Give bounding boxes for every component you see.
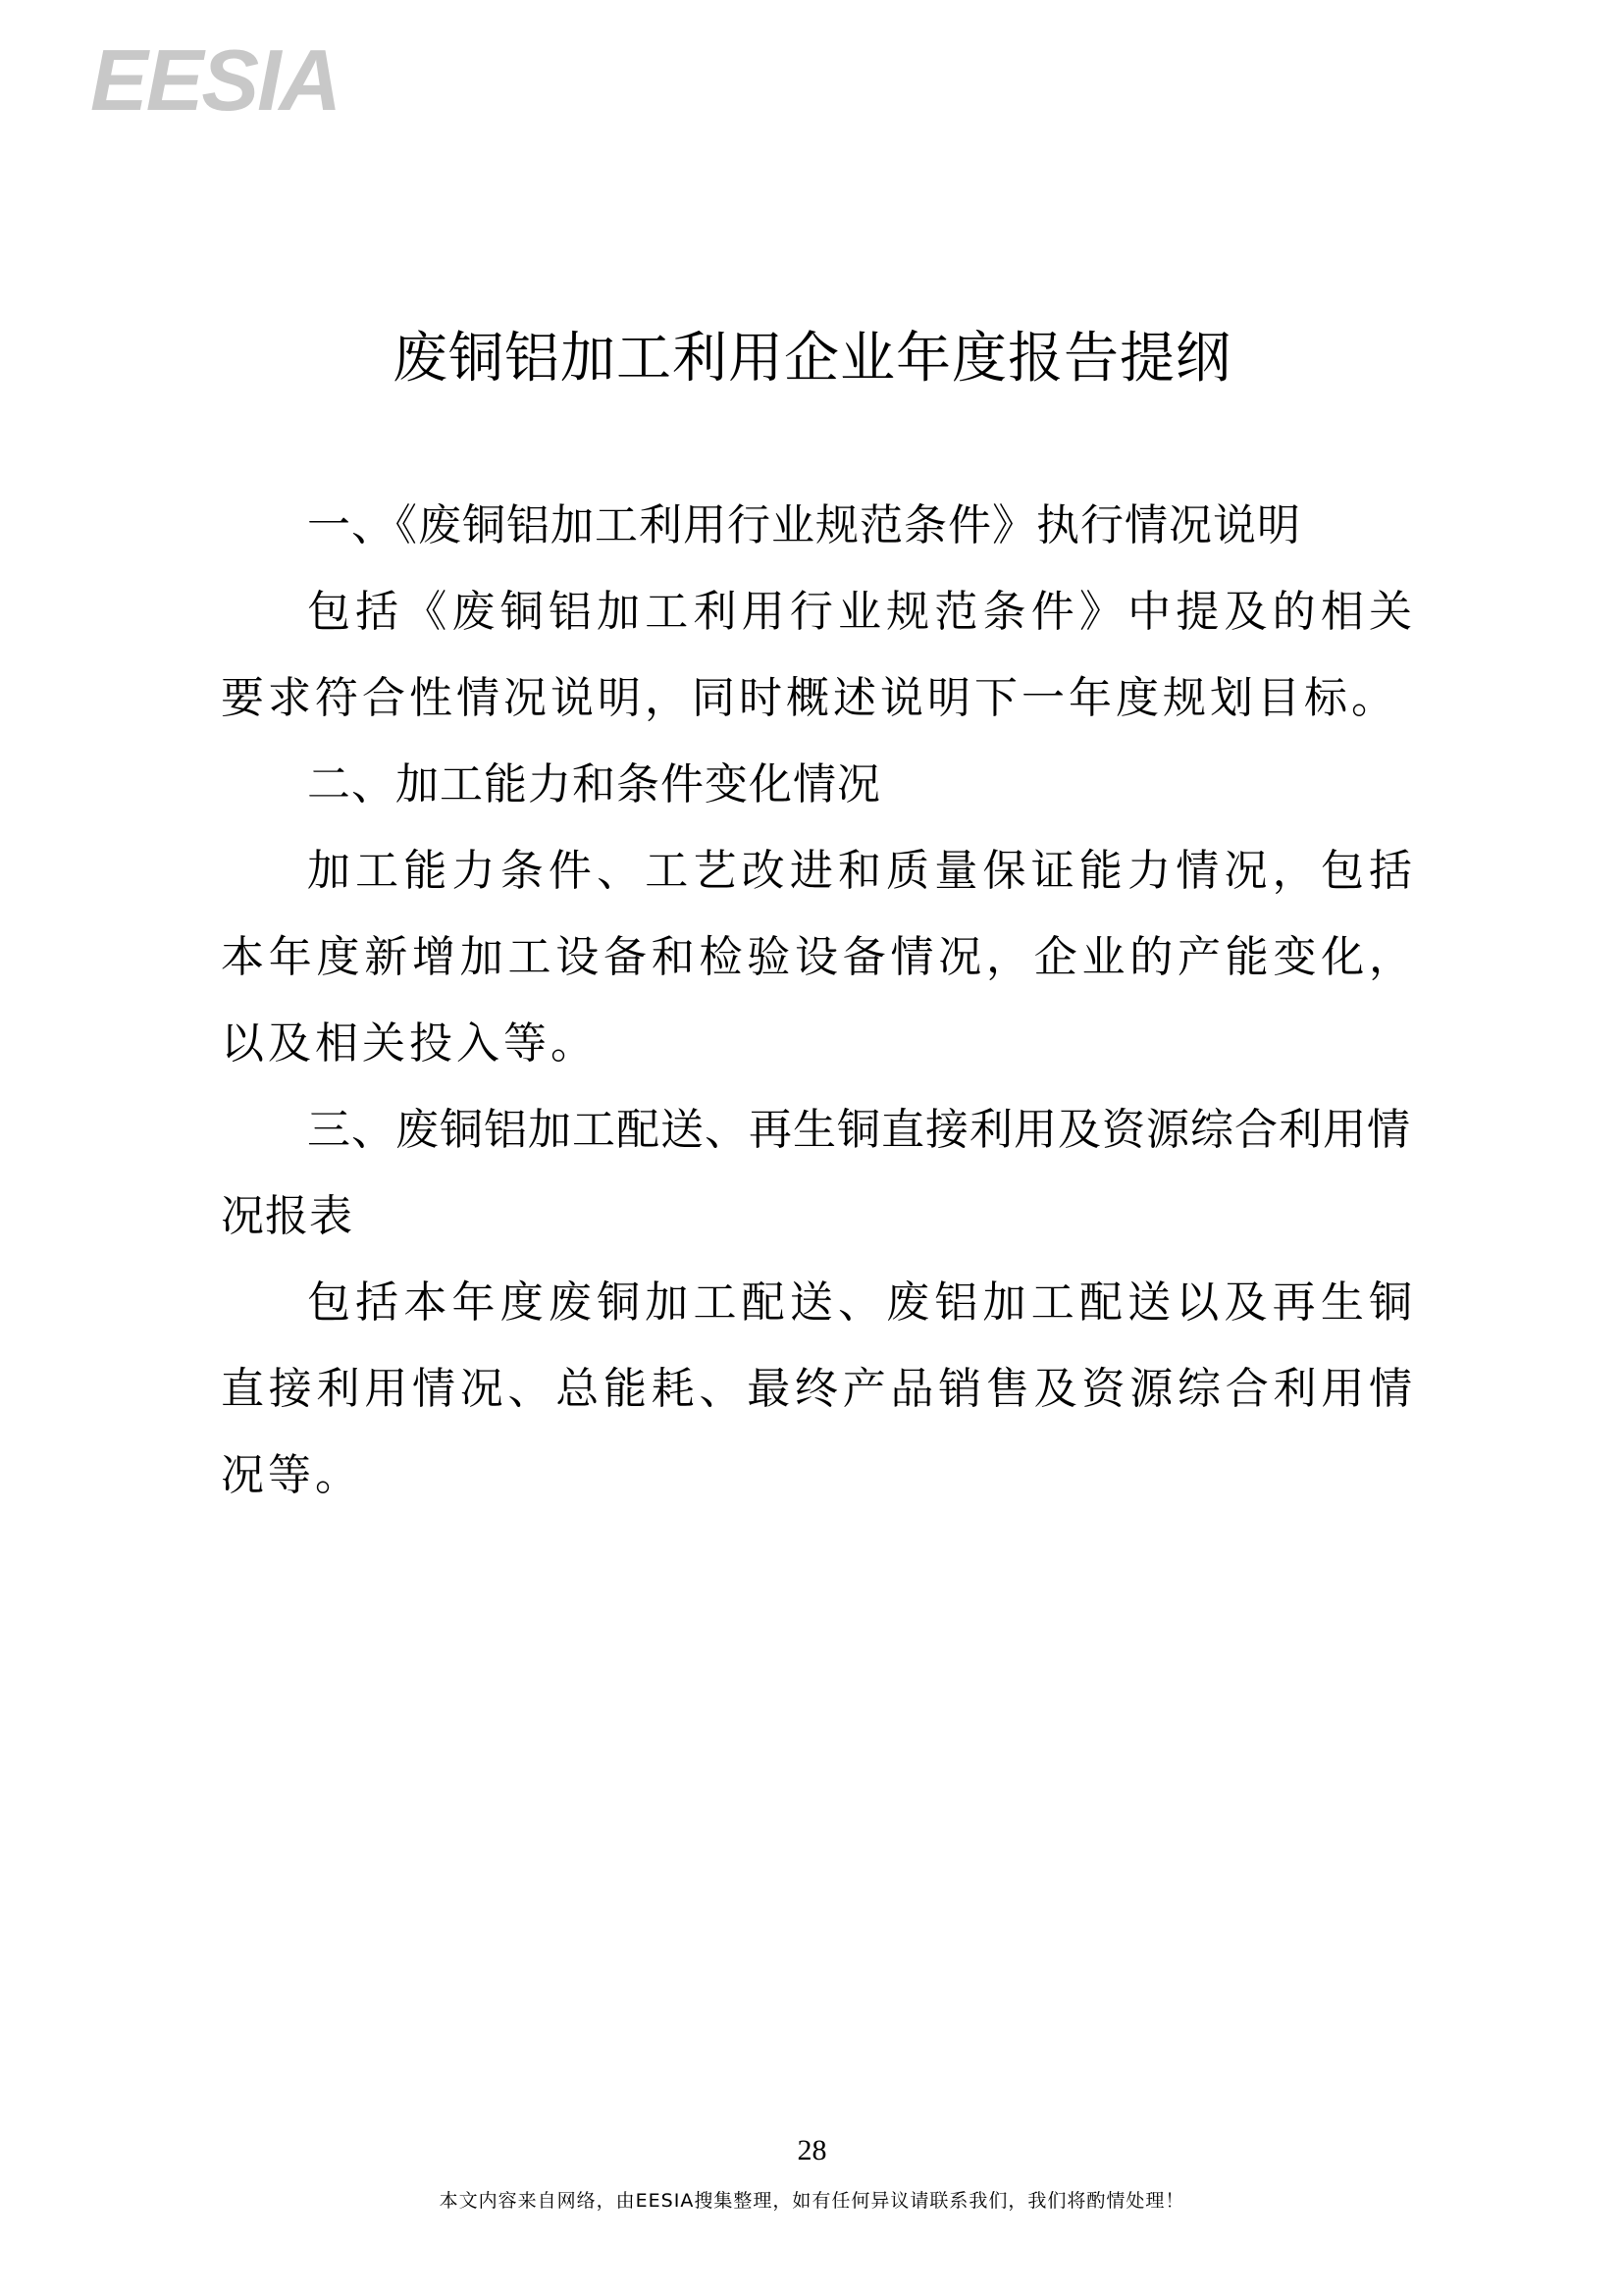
document-title: 废铜铝加工利用企业年度报告提纲 bbox=[393, 327, 1231, 391]
footer-disclaimer: 本文内容来自网络，由EESIA搜集整理，如有任何异议请联系我们，我们将酌情处理！ bbox=[439, 2190, 1185, 2212]
page-number: 28 bbox=[797, 2134, 827, 2166]
section-paragraph-3: 包括本年度废铜加工配送、废铝加工配送以及再生铜直接利用情况、总能耗、最终产品销售及资源综合利用情况等。 bbox=[221, 1278, 1416, 1500]
section-heading-2: 二、加工能力和条件变化情况 bbox=[307, 759, 881, 809]
section-paragraph-2: 加工能力条件、工艺改进和质量保证能力情况，包括本年度新增加工设备和检验设备情况，企业的产能变化，以及相关投入等。 bbox=[221, 846, 1416, 1069]
eesia-logo bbox=[90, 29, 404, 128]
section-heading-3: 三、废铜铝加工配送、再生铜直接利用及资源综合利用情况报表 bbox=[221, 1105, 1411, 1241]
eesia-logo-mark bbox=[90, 29, 404, 128]
section-heading-1: 一、《废铜铝加工利用行业规范条件》执行情况说明 bbox=[307, 500, 1301, 550]
section-paragraph-1: 包括《废铜铝加工利用行业规范条件》中提及的相关要求符合性情况说明，同时概述说明下一年度规划目标。 bbox=[221, 587, 1416, 723]
svg-text:EESIA: EESIA bbox=[90, 31, 341, 128]
document-body bbox=[221, 483, 1416, 1519]
